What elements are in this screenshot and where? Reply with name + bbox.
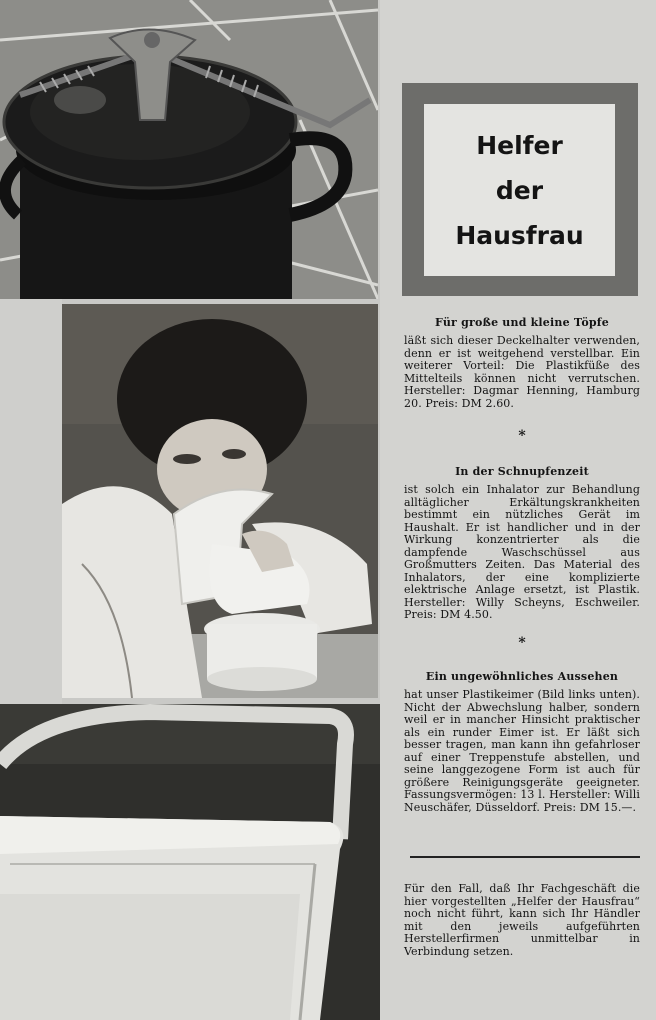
- article-inhaler: [404, 465, 640, 622]
- left-margin: [0, 299, 62, 704]
- article-headline: Ein ungewöhnliches Aussehen: [425, 670, 619, 683]
- article-body: hat unser Plastikeimer (Bild links unten). Nicht der Abwechslung halber, sondern weil er in mancher Hinsicht praktischer als ein runder Eimer ist. Er läßt sich besser tragen, man kann ihn gefahrloser auf einer Treppenstufe abstellen, und seine langgezogene Form ist auch für größere Reinigungsgeräte geeigneter. Fassungsvermögen: 13 l. Hersteller: Willi Neuschäfer, Düsseldorf. Preis: DM 15.—.: [404, 688, 640, 814]
- title-box: [402, 83, 638, 296]
- bucket-illustration: [0, 704, 380, 1020]
- footer-note: [404, 883, 640, 958]
- title-line-1: Helfer: [476, 130, 563, 160]
- separator-star: *: [518, 428, 526, 444]
- title-panel: [424, 104, 615, 276]
- article-bucket: [404, 670, 640, 814]
- footer-text: Für den Fall, daß Ihr Fachgeschäft die hier vorgestellten „Helfer der Hausfrau“ noch nicht führt, kann sich Ihr Händler mit den jeweils aufgeführten Herstellerfirmen unmittelbar in Verbindung setzen.: [404, 882, 640, 958]
- article-body: ist solch ein Inhalator zur Behandlung alltäglicher Erkältungskrankheiten bestimmt ein nützliches Gerät im Haushalt. Er ist handlicher und in der Wirkung konzentrierter als die dampfende Waschschüssel aus Großmutters Zeiten. Das Material des Inhalators, der eine komplizierte elektrische Anlage ersetzt, ist Plastik. Hersteller: Willy Scheyns, Eschweiler. Preis: DM 4.50.: [404, 483, 640, 621]
- divider-rule: [410, 856, 640, 858]
- pot-illustration: [0, 0, 378, 299]
- photo-pot-lid-holder: [0, 0, 378, 299]
- article-headline: Für große und kleine Töpfe: [435, 316, 609, 329]
- article-headline: In der Schnupfenzeit: [455, 465, 589, 478]
- photo-plastic-bucket: [0, 704, 380, 1020]
- article-body: läßt sich dieser Deckelhalter verwenden, denn er ist weitgehend verstellbar. Ein weiterer Vorteil: Die Plastikfüße des Mittelteils können nicht verrutschen. Hersteller: Dagmar Henning, Hamburg 20. Preis: DM 2.60.: [404, 334, 640, 410]
- article-lid-holder: [404, 316, 640, 410]
- title-line-3: Hausfrau: [455, 220, 584, 250]
- title-line-2: der: [495, 175, 544, 205]
- photo-inhaler: [62, 304, 378, 698]
- separator-star: *: [518, 635, 526, 651]
- inhaler-illustration: [62, 304, 378, 698]
